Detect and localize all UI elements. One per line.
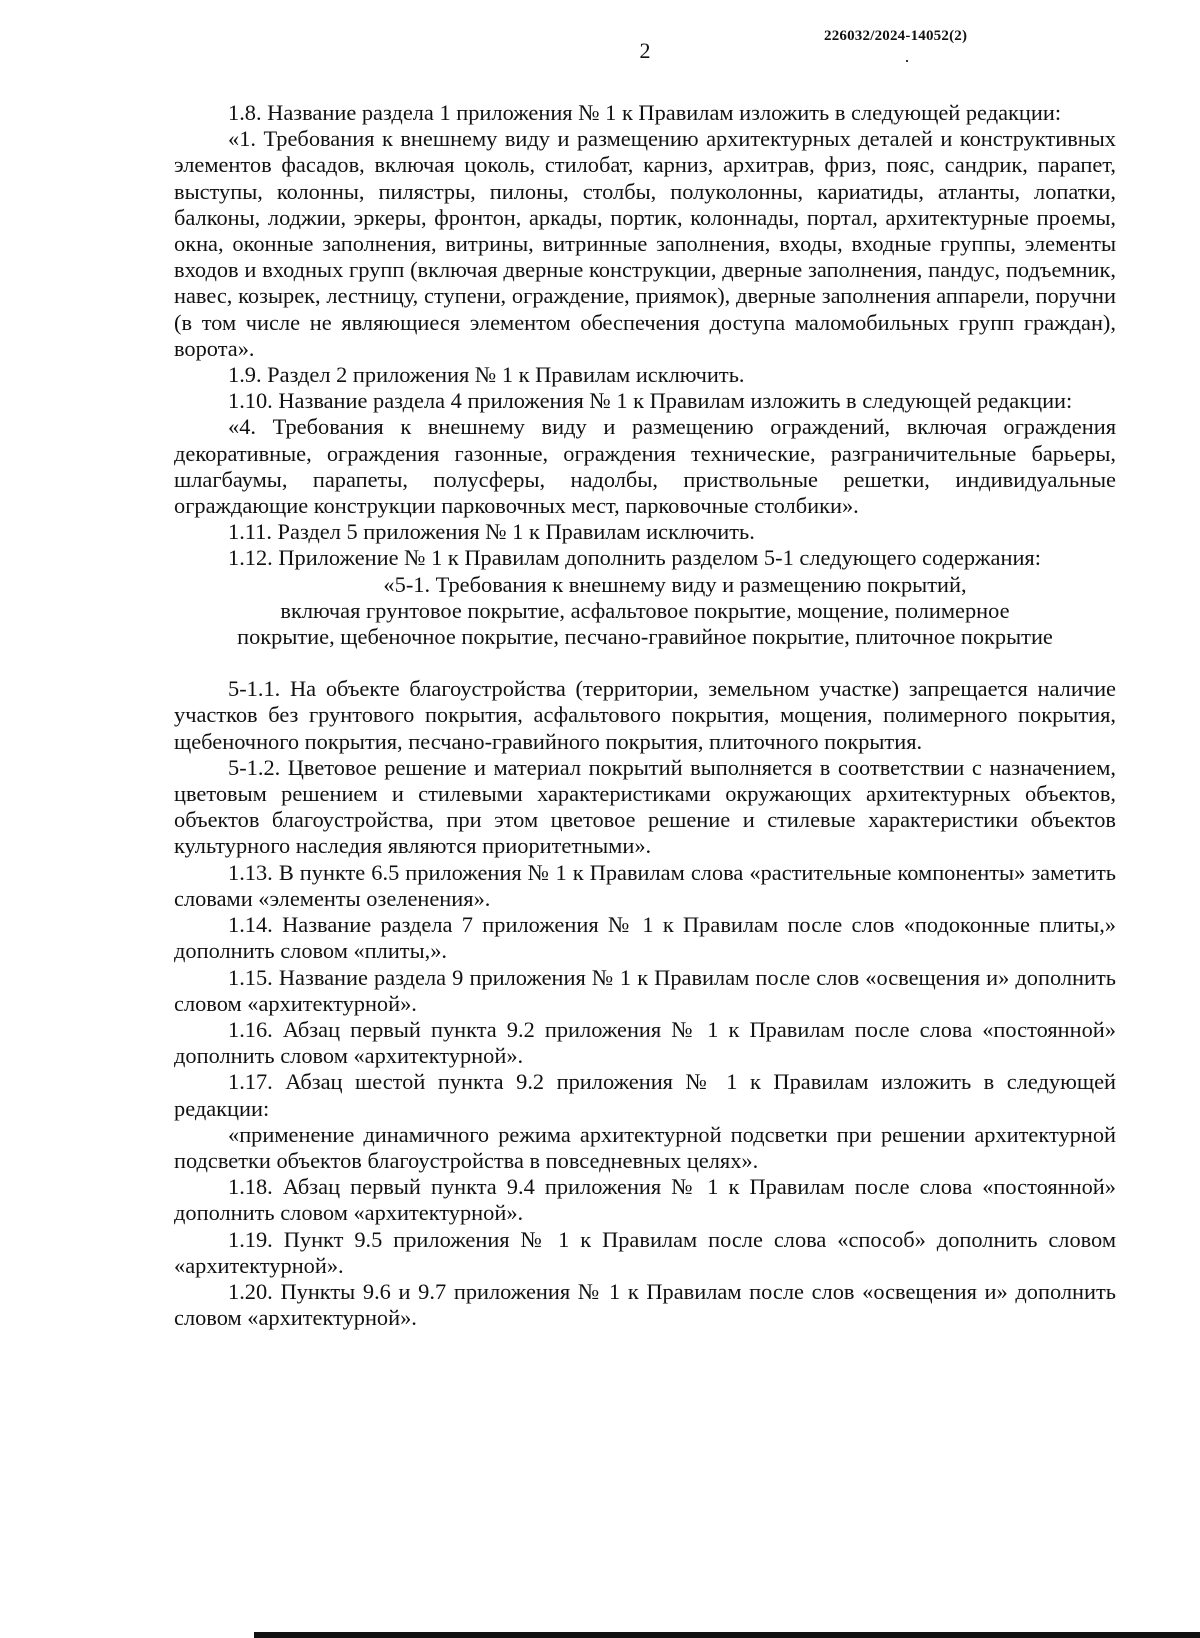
paragraph-1-17: 1.17. Абзац шестой пункта 9.2 приложения № 1 к Правилам изложить в следующей редакции: [174,1069,1116,1121]
document-body [174,100,1116,1331]
paragraph-1-20: 1.20. Пункты 9.6 и 9.7 приложения № 1 к Правилам после слов «освещения и» дополнить словом «архитектурной». [174,1278,1116,1331]
paragraph-1-13: 1.13. В пункте 6.5 приложения № 1 к Правилам слова «растительные компоненты» заметить словами «элементы озеленения». [174,859,1116,911]
paragraph-1-10: 1.10. Название раздела 4 приложения № 1 к Правилам изложить в следующей редакции: [228,388,1073,414]
paragraph-1-19: 1.19. Пункт 9.5 приложения № 1 к Правилам после слова «способ» дополнить словом «архитектурной». [174,1226,1116,1278]
paragraph-1-12: 1.12. Приложение № 1 к Правилам дополнить разделом 5-1 следующего содержания: [228,545,1041,571]
paragraph-1-11: 1.11. Раздел 5 приложения № 1 к Правилам исключить. [228,519,755,545]
paragraph-1-8: 1.8. Название раздела 1 приложения № 1 к Правилам изложить в следующей редакции: [228,100,1062,125]
section-5-1-title-line-2: включая грунтовое покрытие, асфальтовое покрытие, мощение, полимерное [280,597,1010,623]
document-registration-number: 226032/2024-14052(2) [824,28,968,44]
paragraph-1-14: 1.14. Название раздела 7 приложения № 1 к Правилам после слов «подоконные плиты,» дополнить словом «плиты,». [174,912,1116,964]
paragraph-5-1-2: 5-1.2. Цветовое решение и материал покрытий выполняется в соответствии с назначением, цветовым решением и стилевыми характеристиками окружающих архитектурных объектов, объектов благоустройства, при этом цветовое решение и стилевые характеристики объектов культурного наследия являются приоритетными». [174,754,1116,859]
paragraph-1-17-quote: «применение динамичного режима архитектурной подсветки при решении архитектурной подсветки объектов благоустройства в повседневных целях». [174,1121,1116,1173]
paragraph-1-18: 1.18. Абзац первый пункта 9.4 приложения № 1 к Правилам после слова «постоянной» дополнить словом «архитектурной». [174,1174,1116,1226]
section-5-1-title-line-1: «5-1. Требования к внешнему виду и размещению покрытий, [383,571,967,597]
blank-line [174,650,1116,676]
scan-bottom-edge [254,1632,1200,1638]
paragraph-section-4-title: «4. Требования к внешнему виду и размещению ограждений, включая ограждения декоративные, ограждения газонные, ограждения технические, разграничительные барьеры, шлагбаумы, парапеты, полусферы, надолбы, приствольные решетки, индивидуальные ограждающие конструкции парковочных мест, парковочные столбики». [174,414,1116,519]
paragraph-1-9: 1.9. Раздел 2 приложения № 1 к Правилам исключить. [228,362,745,388]
paragraph-5-1-1: 5-1.1. На объекте благоустройства (территории, земельном участке) запрещается наличие участков без грунтового покрытия, асфальтового покрытия, мощения, полимерного покрытия, щебеночного покрытия, песчано-гравийного покрытия, плиточного покрытия. [174,676,1116,754]
paragraph-1-15: 1.15. Название раздела 9 приложения № 1 к Правилам после слов «освещения и» дополнить словом «архитектурной». [174,964,1116,1016]
page-number: 2 [639,38,651,63]
paragraph-1-16: 1.16. Абзац первый пункта 9.2 приложения № 1 к Правилам после слова «постоянной» дополнить словом «архитектурной». [174,1016,1116,1069]
paragraph-section-1-title: «1. Требования к внешнему виду и размещению архитектурных деталей и конструктивных элементов фасадов, включая цоколь, стилобат, карниз, архитрав, фриз, пояс, сандрик, парапет, выступы, колонны, пилястры, пилоны, столбы, полуколонны, кариатиды, атланты, лопатки, балконы, лоджии, эркеры, фронтон, аркады, портик, колоннады, портал, архитектурные проемы, окна, оконные заполнения, витрины, витринные заполнения, входы, входные группы, элементы входов и входных групп (включая дверные конструкции, дверные заполнения, пандус, подъемник, навес, козырек, лестницу, ступени, ограждение, приямок), дверные заполнения аппарели, поручни (в том числе не являющиеся элементом обеспечения доступа маломобильных групп граждан), ворота». [174,126,1116,361]
section-5-1-title-line-3: покрытие, щебеночное покрытие, песчано-гравийное покрытие, плиточное покрытие [237,624,1053,650]
